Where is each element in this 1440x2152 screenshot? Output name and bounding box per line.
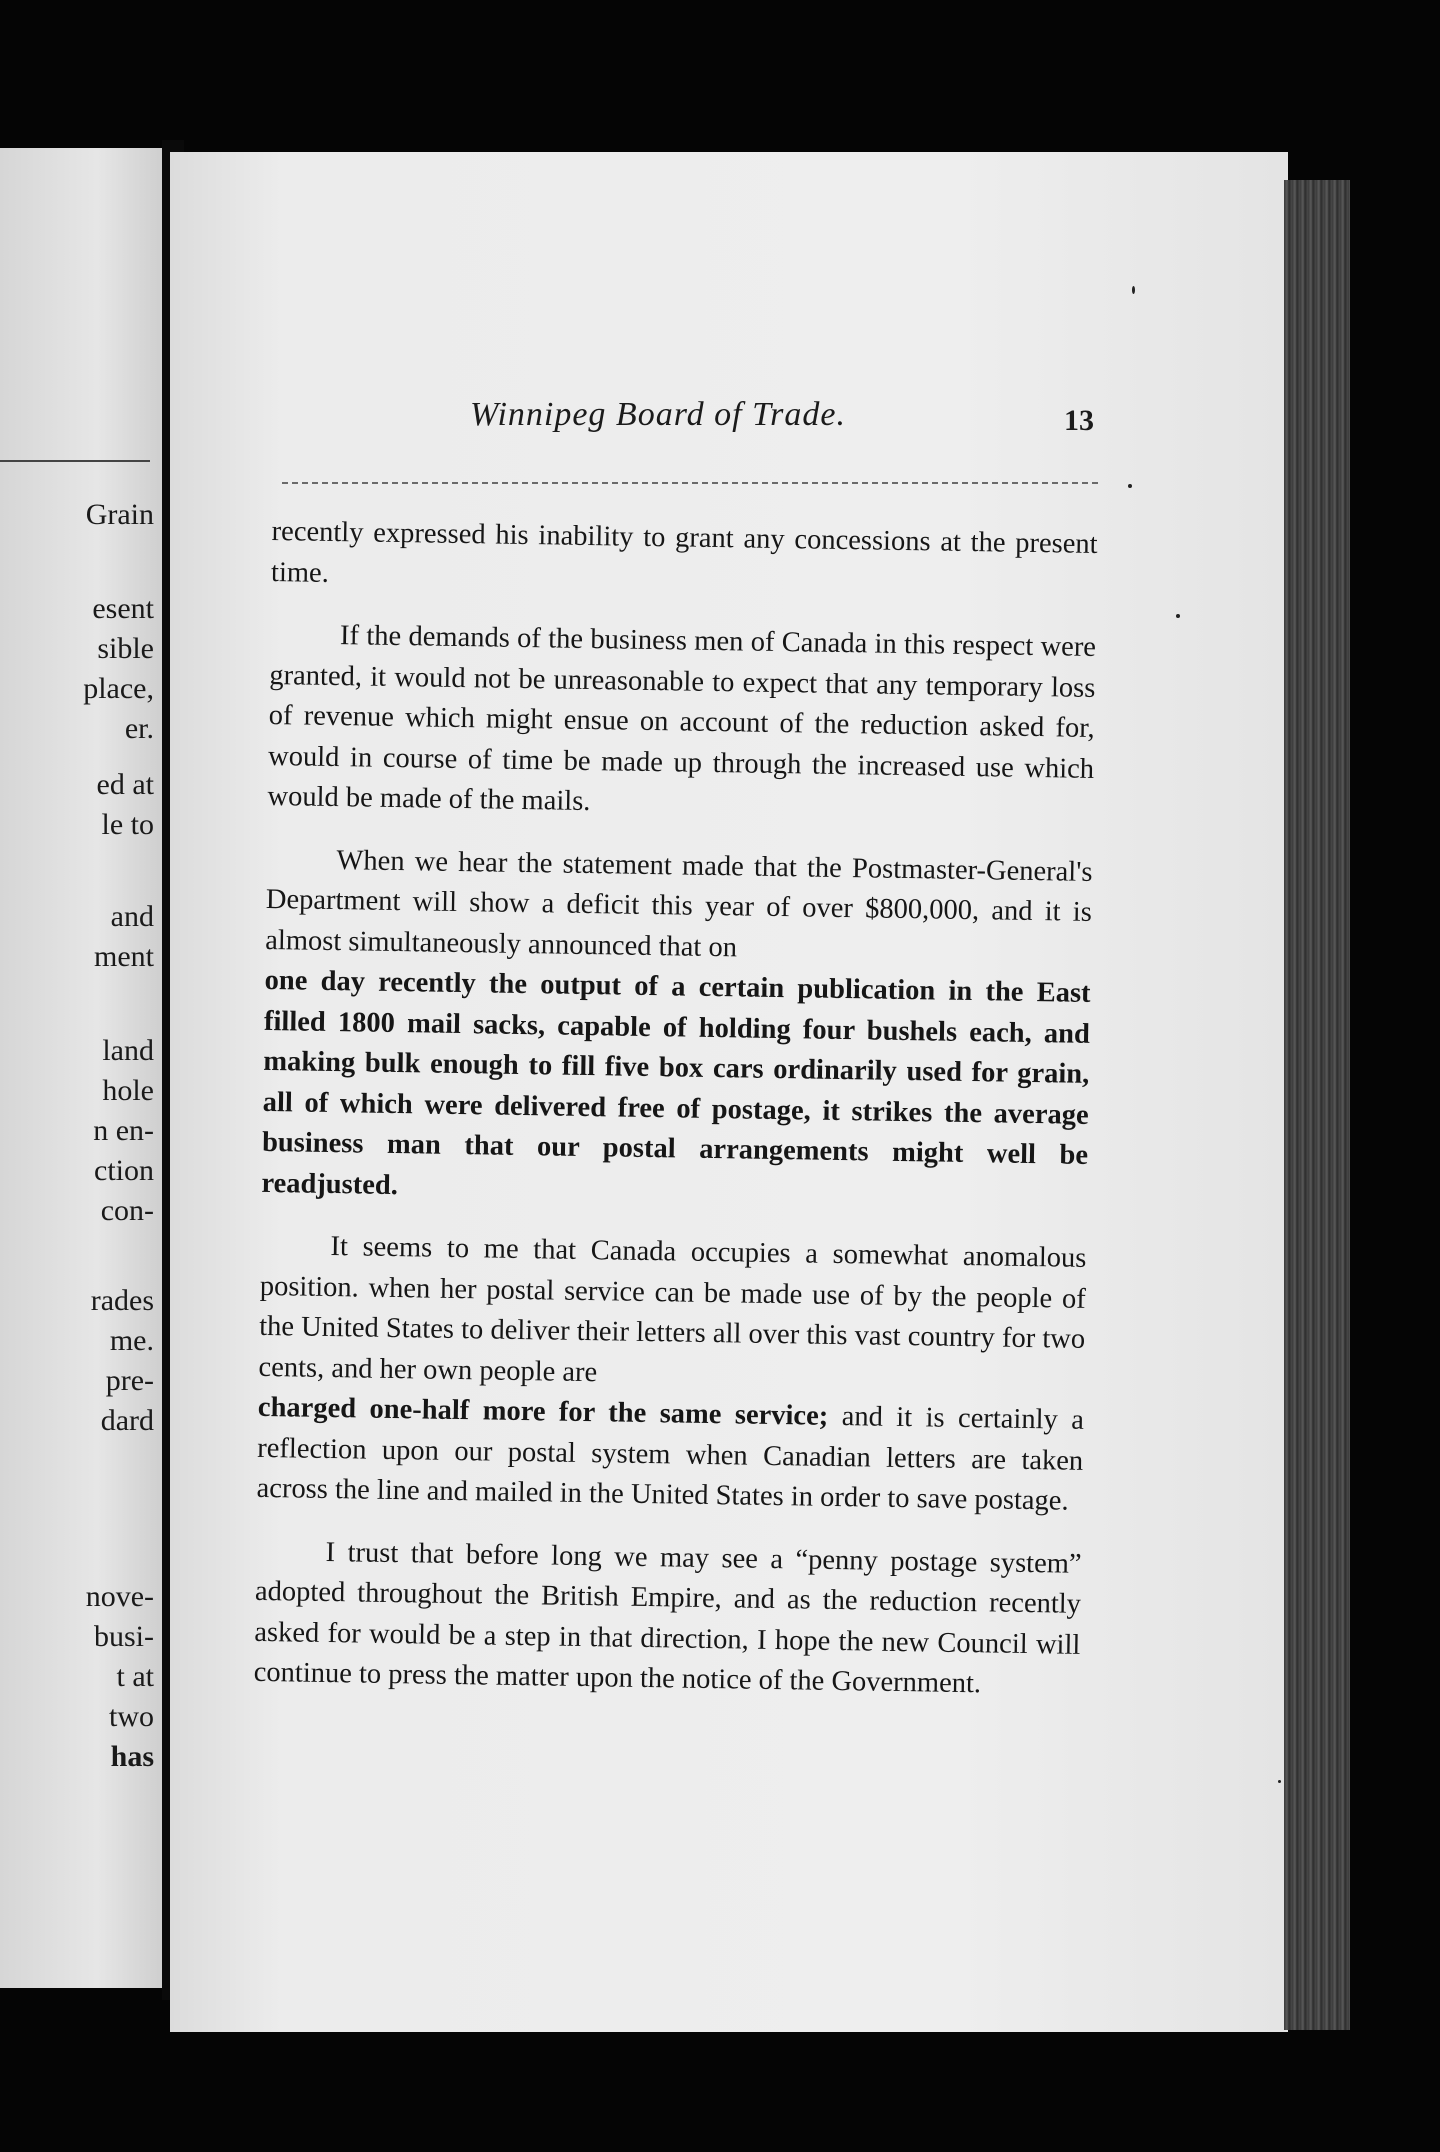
dust-speck [1278, 1780, 1281, 1783]
left-page-fragment: er. [124, 712, 154, 745]
left-page-fragment: land [102, 1034, 154, 1067]
left-page-fragment: ction [94, 1154, 154, 1187]
left-page-fragment: rades [90, 1284, 154, 1317]
paragraph: When we hear the statement made that the Postmaster-General's Department will show a deficit this year of over $800,000, and it is almost simultaneously announced that on [265, 844, 1093, 963]
left-page-fragment: sible [97, 632, 154, 665]
left-page-fragment: t at [116, 1660, 154, 1693]
left-page-fragment: ed at [96, 768, 154, 801]
left-page-fragment: nove- [85, 1580, 154, 1613]
left-adjacent-page [0, 148, 162, 1988]
paragraph: I trust that before long we may see a “penny postage system” adopted throughout the British Empire, and as the reduction recently asked for would be a step in that direction, I hope the new Council will continue to press the matter upon the notice of the Government. [253, 1536, 1082, 1700]
body-text [253, 512, 1098, 1728]
bold-phrase: charged one-half more for the same service; [257, 1391, 829, 1432]
paragraph: If the demands of the business men of Canada in this respect were granted, it would not be unreasonable to expect that any temporary loss of revenue which might ensue on account of the reduction asked for, would in course of time be made up through the increased use which would be made of the mails. [267, 620, 1097, 818]
left-page-fragment: dard [100, 1404, 154, 1437]
left-page-header-rule [0, 460, 150, 462]
paragraph: It seems to me that Canada occupies a somewhat anomalous position. when her postal service can be made use of by the people of the United States to deliver their letters all over this vast country for two cents, and her own people are [258, 1231, 1087, 1388]
paragraph-bold: one day recently the output of a certain publication in the East filled 1800 mail sacks, capable of holding four bushels each, and making bulk enough to fill five box cars ordinarily used for grain, all of which were delivered free of postage, it strikes the average business man that our postal arrangements might well be readjusted. [261, 964, 1091, 1201]
left-page-fragment: and [110, 900, 154, 933]
background-edge [1350, 160, 1440, 2060]
left-page-fragment: two [109, 1700, 154, 1733]
left-page-fragment: hole [102, 1074, 154, 1107]
running-header-title: Winnipeg Board of Trade. [470, 396, 846, 433]
left-page-fragment: n en- [93, 1114, 154, 1147]
left-page-fragment: has [110, 1740, 154, 1773]
header-rule [282, 482, 1098, 484]
left-page-fragment: me. [109, 1324, 154, 1357]
left-page-fragment: pre- [105, 1364, 154, 1397]
dust-speck [1128, 484, 1132, 488]
dust-speck [1176, 614, 1180, 618]
left-page-fragment: le to [101, 808, 154, 841]
dust-speck [1132, 286, 1135, 294]
page-stack-edges [1284, 180, 1354, 2030]
page-number: 13 [1064, 404, 1094, 437]
paragraph-tail: and it is certainly a reflection upon our postal system when Canadian letters are taken across the line and mailed in the United States in order to save postage. [256, 1401, 1085, 1517]
left-page-fragment: ment [94, 940, 154, 973]
left-page-fragment: busi- [94, 1620, 154, 1653]
left-page-fragment: esent [92, 592, 154, 625]
left-page-fragment: con- [100, 1194, 154, 1227]
left-page-fragment: place, [83, 672, 154, 705]
left-page-fragment: Grain [85, 498, 154, 531]
paragraph: recently expressed his inability to grant any concessions at the present time. [270, 515, 1098, 589]
